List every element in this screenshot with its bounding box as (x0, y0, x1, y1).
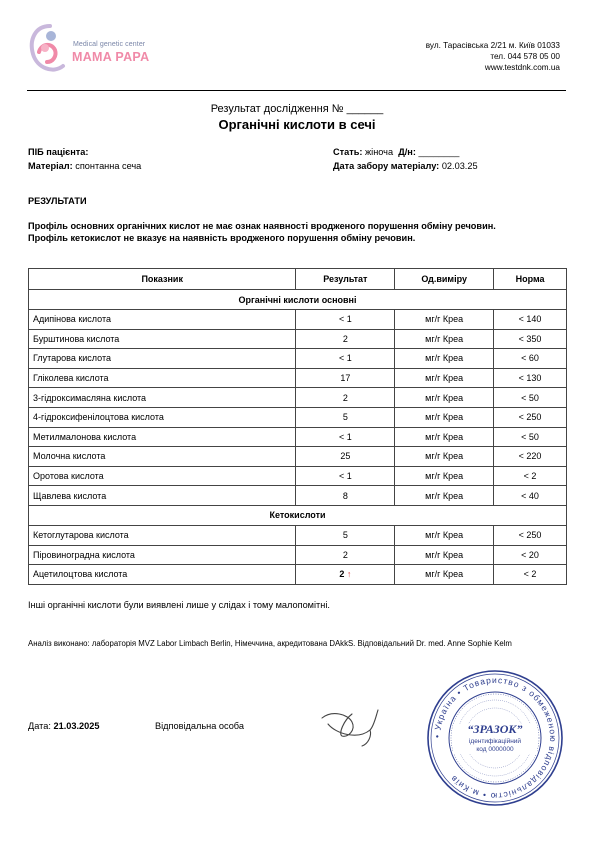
address: вул. Тарасівська 2/21 м. Київ 01033 (425, 41, 560, 50)
table-row (29, 486, 567, 506)
cell-unit-text: мг/г Креа (425, 353, 464, 364)
stamp-title: “ЗРАЗОК” (467, 722, 523, 736)
cell-parameter-text: Метилмалонова кислота (33, 431, 137, 442)
header-norm: Норма (494, 269, 567, 290)
cell-result-text: 5 (342, 412, 348, 423)
cell-result-text: 2 (342, 392, 348, 403)
cell-result (296, 466, 395, 486)
cell-unit (395, 525, 494, 545)
cell-parameter (29, 565, 296, 585)
cell-parameter (29, 447, 296, 467)
patient-sex-dob (333, 147, 459, 157)
cell-result-text: < 1 (338, 353, 352, 364)
cell-result (296, 447, 395, 467)
cell-norm-text: < 60 (521, 353, 539, 364)
cell-parameter (29, 368, 296, 388)
cell-parameter-text: Піровиноградна кислота (33, 549, 135, 560)
cell-unit-text: мг/г Креа (425, 412, 464, 423)
stamp-sub1: ідентифікаційний (468, 738, 522, 745)
table-row (29, 310, 567, 330)
material (28, 161, 141, 171)
cell-result-text: < 1 (338, 431, 352, 442)
document-number: Результат дослідження № ______ (210, 103, 384, 115)
cell-parameter-text: Ацетилоцтова кислота (33, 569, 128, 580)
cell-parameter-text: Оротова кислота (33, 471, 104, 482)
official-stamp (425, 668, 565, 808)
patient-name (28, 147, 88, 157)
cell-result-text: 17 (340, 373, 351, 384)
table-header-row (29, 269, 567, 290)
cell-unit (395, 466, 494, 486)
sex-label: Стать: (333, 147, 363, 157)
cell-parameter (29, 310, 296, 330)
table-row (29, 545, 567, 565)
group-title: Органічні кислоти основні (29, 290, 567, 310)
cell-norm-text: < 220 (518, 451, 542, 462)
cell-result (296, 525, 395, 545)
sex-value: жіноча (365, 147, 394, 157)
results-heading: РЕЗУЛЬТАТИ (28, 196, 87, 206)
cell-result-text: < 1 (338, 314, 352, 325)
cell-result-text: 2 (342, 333, 348, 344)
cell-unit (395, 329, 494, 349)
cell-parameter-text: Глутарова кислота (33, 353, 111, 364)
cell-unit-text: мг/г Креа (425, 392, 464, 403)
table-row (29, 565, 567, 585)
header-divider (27, 90, 566, 91)
high-flag-arrow-icon: ↑ (346, 569, 352, 580)
cell-result (296, 407, 395, 427)
header-result: Результат (296, 269, 395, 290)
cell-unit-text: мг/г Креа (425, 431, 464, 442)
cell-norm (494, 565, 567, 585)
cell-result (296, 545, 395, 565)
lab-info: Аналіз виконано: лабораторія MVZ Labor Limbach Berlin, Німеччина, акредитована DAkkS. Відповідальний Dr. med. Anne Sophie Kelm (28, 639, 512, 648)
cell-norm (494, 447, 567, 467)
cell-norm (494, 329, 567, 349)
cell-unit-text: мг/г Креа (425, 471, 464, 482)
cell-norm-text: < 130 (518, 373, 542, 384)
cell-unit (395, 310, 494, 330)
signature-icon (318, 700, 388, 748)
table-row (29, 388, 567, 408)
cell-result (296, 565, 395, 585)
cell-parameter-text: Кетоглутарова кислота (33, 530, 129, 541)
svg-text:• Україна • Товариство з обмеж: • Україна • Товариство з обмеженою відповідальністю • м.Київ (431, 674, 559, 802)
cell-result-text: 8 (342, 490, 348, 501)
collection-date (333, 161, 478, 171)
cell-unit-text: мг/г Креа (425, 451, 464, 462)
website: www.testdnk.com.ua (484, 63, 560, 72)
document-title: Органічні кислоти в сечі (218, 117, 376, 132)
material-label: Матеріал: (28, 161, 73, 171)
cell-result (296, 388, 395, 408)
cell-norm-text: < 50 (521, 431, 539, 442)
cell-result (296, 368, 395, 388)
cell-norm-text: < 20 (521, 549, 539, 560)
results-table (28, 268, 567, 585)
cell-parameter (29, 329, 296, 349)
patient-name-label: ПІБ пацієнта: (28, 147, 89, 157)
cell-result-text: < 1 (338, 471, 352, 482)
cell-result (296, 310, 395, 330)
cell-norm-text: < 250 (518, 530, 542, 541)
results-summary (28, 221, 568, 244)
cell-norm (494, 545, 567, 565)
trace-note: Інші органічні кислоти були виявлені лише у слідах і тому малопомітні. (28, 600, 330, 610)
cell-norm-text: < 2 (523, 569, 537, 580)
cell-norm (494, 310, 567, 330)
table-group-row (29, 505, 567, 525)
table-row (29, 466, 567, 486)
cell-parameter (29, 388, 296, 408)
collection-date-label: Дата забору матеріалу: (333, 161, 440, 171)
cell-result (296, 349, 395, 369)
cell-result-text: 2 (339, 569, 345, 580)
cell-norm (494, 486, 567, 506)
stamp-seal-icon (425, 668, 565, 808)
cell-norm (494, 368, 567, 388)
cell-norm-text: < 2 (523, 471, 537, 482)
table-row (29, 329, 567, 349)
cell-norm (494, 466, 567, 486)
cell-norm-text: < 50 (521, 392, 539, 403)
table-group-row (29, 290, 567, 310)
cell-parameter (29, 349, 296, 369)
cell-unit (395, 447, 494, 467)
cell-norm-text: < 350 (518, 333, 542, 344)
cell-parameter (29, 407, 296, 427)
header-unit: Од.виміру (395, 269, 494, 290)
report-date (28, 721, 99, 731)
group-title: Кетокислоти (29, 505, 567, 525)
signature (318, 700, 388, 748)
cell-result (296, 329, 395, 349)
cell-parameter (29, 545, 296, 565)
cell-parameter-text: 4-гідроксифенілоцтова кислота (33, 412, 164, 423)
cell-norm (494, 407, 567, 427)
cell-parameter-text: Молочна кислота (33, 451, 106, 462)
cell-norm-text: < 140 (518, 314, 542, 325)
cell-unit (395, 545, 494, 565)
collection-date-value: 02.03.25 (441, 161, 478, 171)
table-row (29, 447, 567, 467)
dob-value: ________ (418, 147, 460, 157)
cell-unit-text: мг/г Креа (425, 333, 464, 344)
cell-unit (395, 349, 494, 369)
contact-block (426, 40, 560, 73)
cell-unit-text: мг/г Креа (425, 549, 464, 560)
cell-result (296, 427, 395, 447)
header-parameter: Показник (29, 269, 296, 290)
cell-parameter (29, 466, 296, 486)
cell-parameter-text: Щавлева кислота (33, 490, 107, 501)
report-date-label: Дата: (28, 721, 51, 731)
material-value: спонтанна сеча (75, 161, 142, 171)
cell-unit-text: мг/г Креа (425, 530, 464, 541)
cell-unit (395, 565, 494, 585)
dob-label: Д/н: (398, 147, 416, 157)
cell-norm (494, 525, 567, 545)
cell-parameter-text: Адипінова кислота (33, 314, 111, 325)
cell-result-text: 5 (342, 530, 348, 541)
cell-unit (395, 427, 494, 447)
cell-unit (395, 486, 494, 506)
report-date-value: 21.03.2025 (53, 721, 100, 731)
responsible-person: Відповідальна особа (155, 721, 244, 731)
cell-parameter-text: Бурштинова кислота (33, 333, 120, 344)
cell-result-text: 25 (340, 451, 351, 462)
table-row (29, 349, 567, 369)
cell-norm-text: < 250 (518, 412, 542, 423)
cell-norm (494, 427, 567, 447)
table-row (29, 525, 567, 545)
cell-unit (395, 388, 494, 408)
logo-title: MAMA PAPA (72, 50, 150, 64)
cell-parameter (29, 486, 296, 506)
logo-mark-icon (27, 22, 73, 76)
table-row (29, 407, 567, 427)
table-row (29, 427, 567, 447)
stamp-sub2: код 0000000 (476, 746, 514, 753)
cell-norm (494, 388, 567, 408)
cell-norm-text: < 40 (521, 490, 539, 501)
phone: тел. 044 578 05 00 (490, 52, 560, 61)
cell-norm (494, 349, 567, 369)
cell-parameter (29, 427, 296, 447)
cell-unit-text: мг/г Креа (425, 373, 464, 384)
cell-parameter-text: 3-гідроксимасляна кислота (33, 392, 147, 403)
table-row (29, 368, 567, 388)
cell-parameter-text: Гліколева кислота (33, 373, 109, 384)
cell-parameter (29, 525, 296, 545)
logo-subtitle: Medical genetic center (73, 41, 146, 48)
cell-result-text: 2 (342, 549, 348, 560)
summary-main-acids: Профіль основних органічних кислот не має ознак наявності вродженого порушення обміну речовин. (28, 221, 496, 231)
summary-ketoacids: Профіль кетокислот не вказує на наявність вродженого порушення обміну речовин. (28, 232, 416, 243)
cell-unit (395, 368, 494, 388)
cell-unit-text: мг/г Креа (425, 490, 464, 501)
cell-unit (395, 407, 494, 427)
cell-result (296, 486, 395, 506)
cell-unit-text: мг/г Креа (425, 314, 464, 325)
cell-unit-text: мг/г Креа (425, 569, 464, 580)
